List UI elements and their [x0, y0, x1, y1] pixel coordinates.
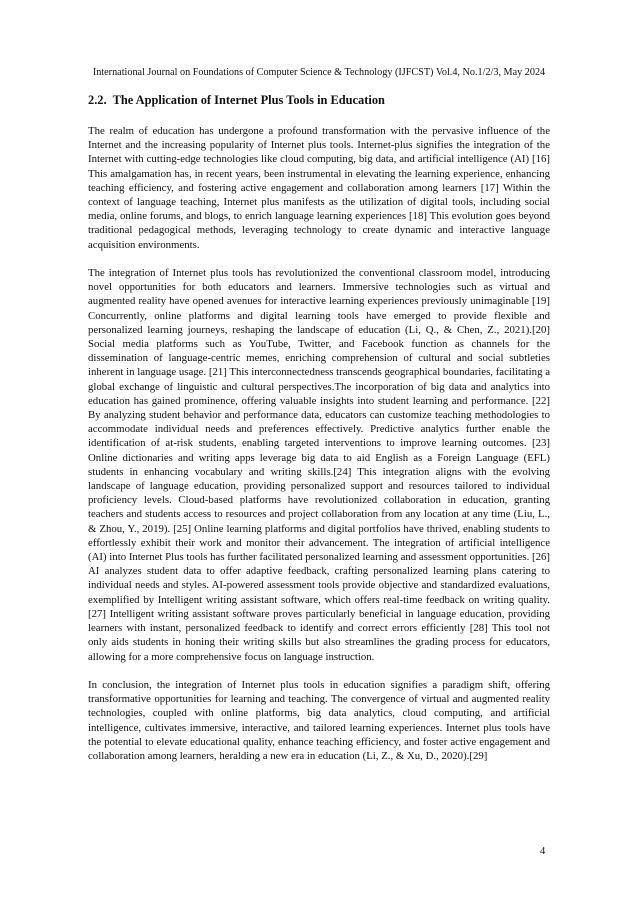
running-header: International Journal on Foundations of Computer Science & Technology (IJFCST) Vol.4, No.1/2/3, May 2024 [92, 67, 546, 78]
paragraph-conclusion: In conclusion, the integration of Internet plus tools in education signifies a paradigm shift, offering transformative opportunities for learning and teaching. The convergence of virtual and augmented reality technologies, coupled with online platforms, big data analytics, cloud computing, and artificial intelligence, cultivates immersive, interactive, and tailored learning experiences. Internet plus tools have the potential to elevate educational quality, enhance teaching efficiency, and foster active engagement and collaboration among learners, heralding a new era in education (Li, Z., & Xu, D., 2020).[29] [88, 678, 550, 762]
page-number: 4 [540, 846, 546, 857]
section-number: 2.2. [88, 93, 107, 107]
paragraph-integration: The integration of Internet plus tools has revolutionized the conventional classroom model, introducing novel opportunities for both educators and learners. Immersive technologies such as virtual and augmented reality have opened avenues for interactive learning experiences previously unimaginable [19] Concurrently, online platforms and digital learning tools have emerged to provide flexible and personalized learning journeys, reshaping the landscape of education (Li, Q., & Chen, Z., 2021).[20] Social media platforms such as YouTube, Twitter, and Facebook function as channels for the dissemination of language-centric memes, enriching comprehension of cultural and social subtleties inherent in language usage. [21] This interconnectedness transcends geographical boundaries, facilitating a global exchange of linguistic and cultural perspectives.The incorporation of big data and analytics into education has gained prominence, offering valuable insights into student learning and performance. [22] By analyzing student behavior and performance data, educators can customize teaching methodologies to accommodate individual needs and preferences effectively. Predictive analytics further enable the identification of at-risk students, enabling targeted interventions to improve learning outcomes. [23] Online dictionaries and writing apps leverage big data to aid English as a Foreign Language (EFL) students in enhancing vocabulary and writing skills.[24] This integration aligns with the evolving landscape of language education, providing personalized support and resources tailored to individual proficiency levels. Cloud-based platforms have revolutionized collaboration in education, granting teachers and students access to resources and project collaboration from any location at any time (Liu, L., & Zhou, Y., 2019). [25] Online learning platforms and digital portfolios have thrived, enabling students to effortlessly exhibit their work and monitor their advancement. The integration of artificial intelligence (AI) into Internet Plus tools has further facilitated personalized learning and assessment opportunities. [26] AI analyzes student data to offer adaptive feedback, crafting personalized learning plans catering to individual needs and styles. AI-powered assessment tools provide objective and standardized evaluations, exemplified by Intelligent writing assistant software, which offers real-time feedback on writing quality. [27] Intelligent writing assistant software proves particularly beneficial in language education, providing learners with instant, personalized feedback to identify and correct errors efficiently [28] This tool not only aids students in honing their writing skills but also streamlines the grading process for educators, allowing for a more comprehensive focus on language instruction. [88, 267, 550, 663]
section-heading [88, 93, 550, 108]
page-body [88, 66, 550, 763]
section-title: The Application of Internet Plus Tools in Education [112, 93, 385, 107]
paragraph-intro: The realm of education has undergone a profound transformation with the pervasive influence of the Internet and the increasing popularity of Internet plus tools. Internet-plus signifies the integration of the Internet with cutting-edge technologies like cloud computing, big data, and artificial intelligence (AI) [16] This amalgamation has, in recent years, been instrumental in elevating the learning experience, enhancing teaching efficiency, and fostering active engagement and collaboration among learners [17] Within the context of language teaching, Internet plus manifests as the utilization of digital tools, including social media, online forums, and blogs, to enrich language learning experiences [18] This evolution goes beyond traditional pedagogical methods, leveraging technology to create dynamic and interactive language acquisition environments. [88, 125, 550, 251]
